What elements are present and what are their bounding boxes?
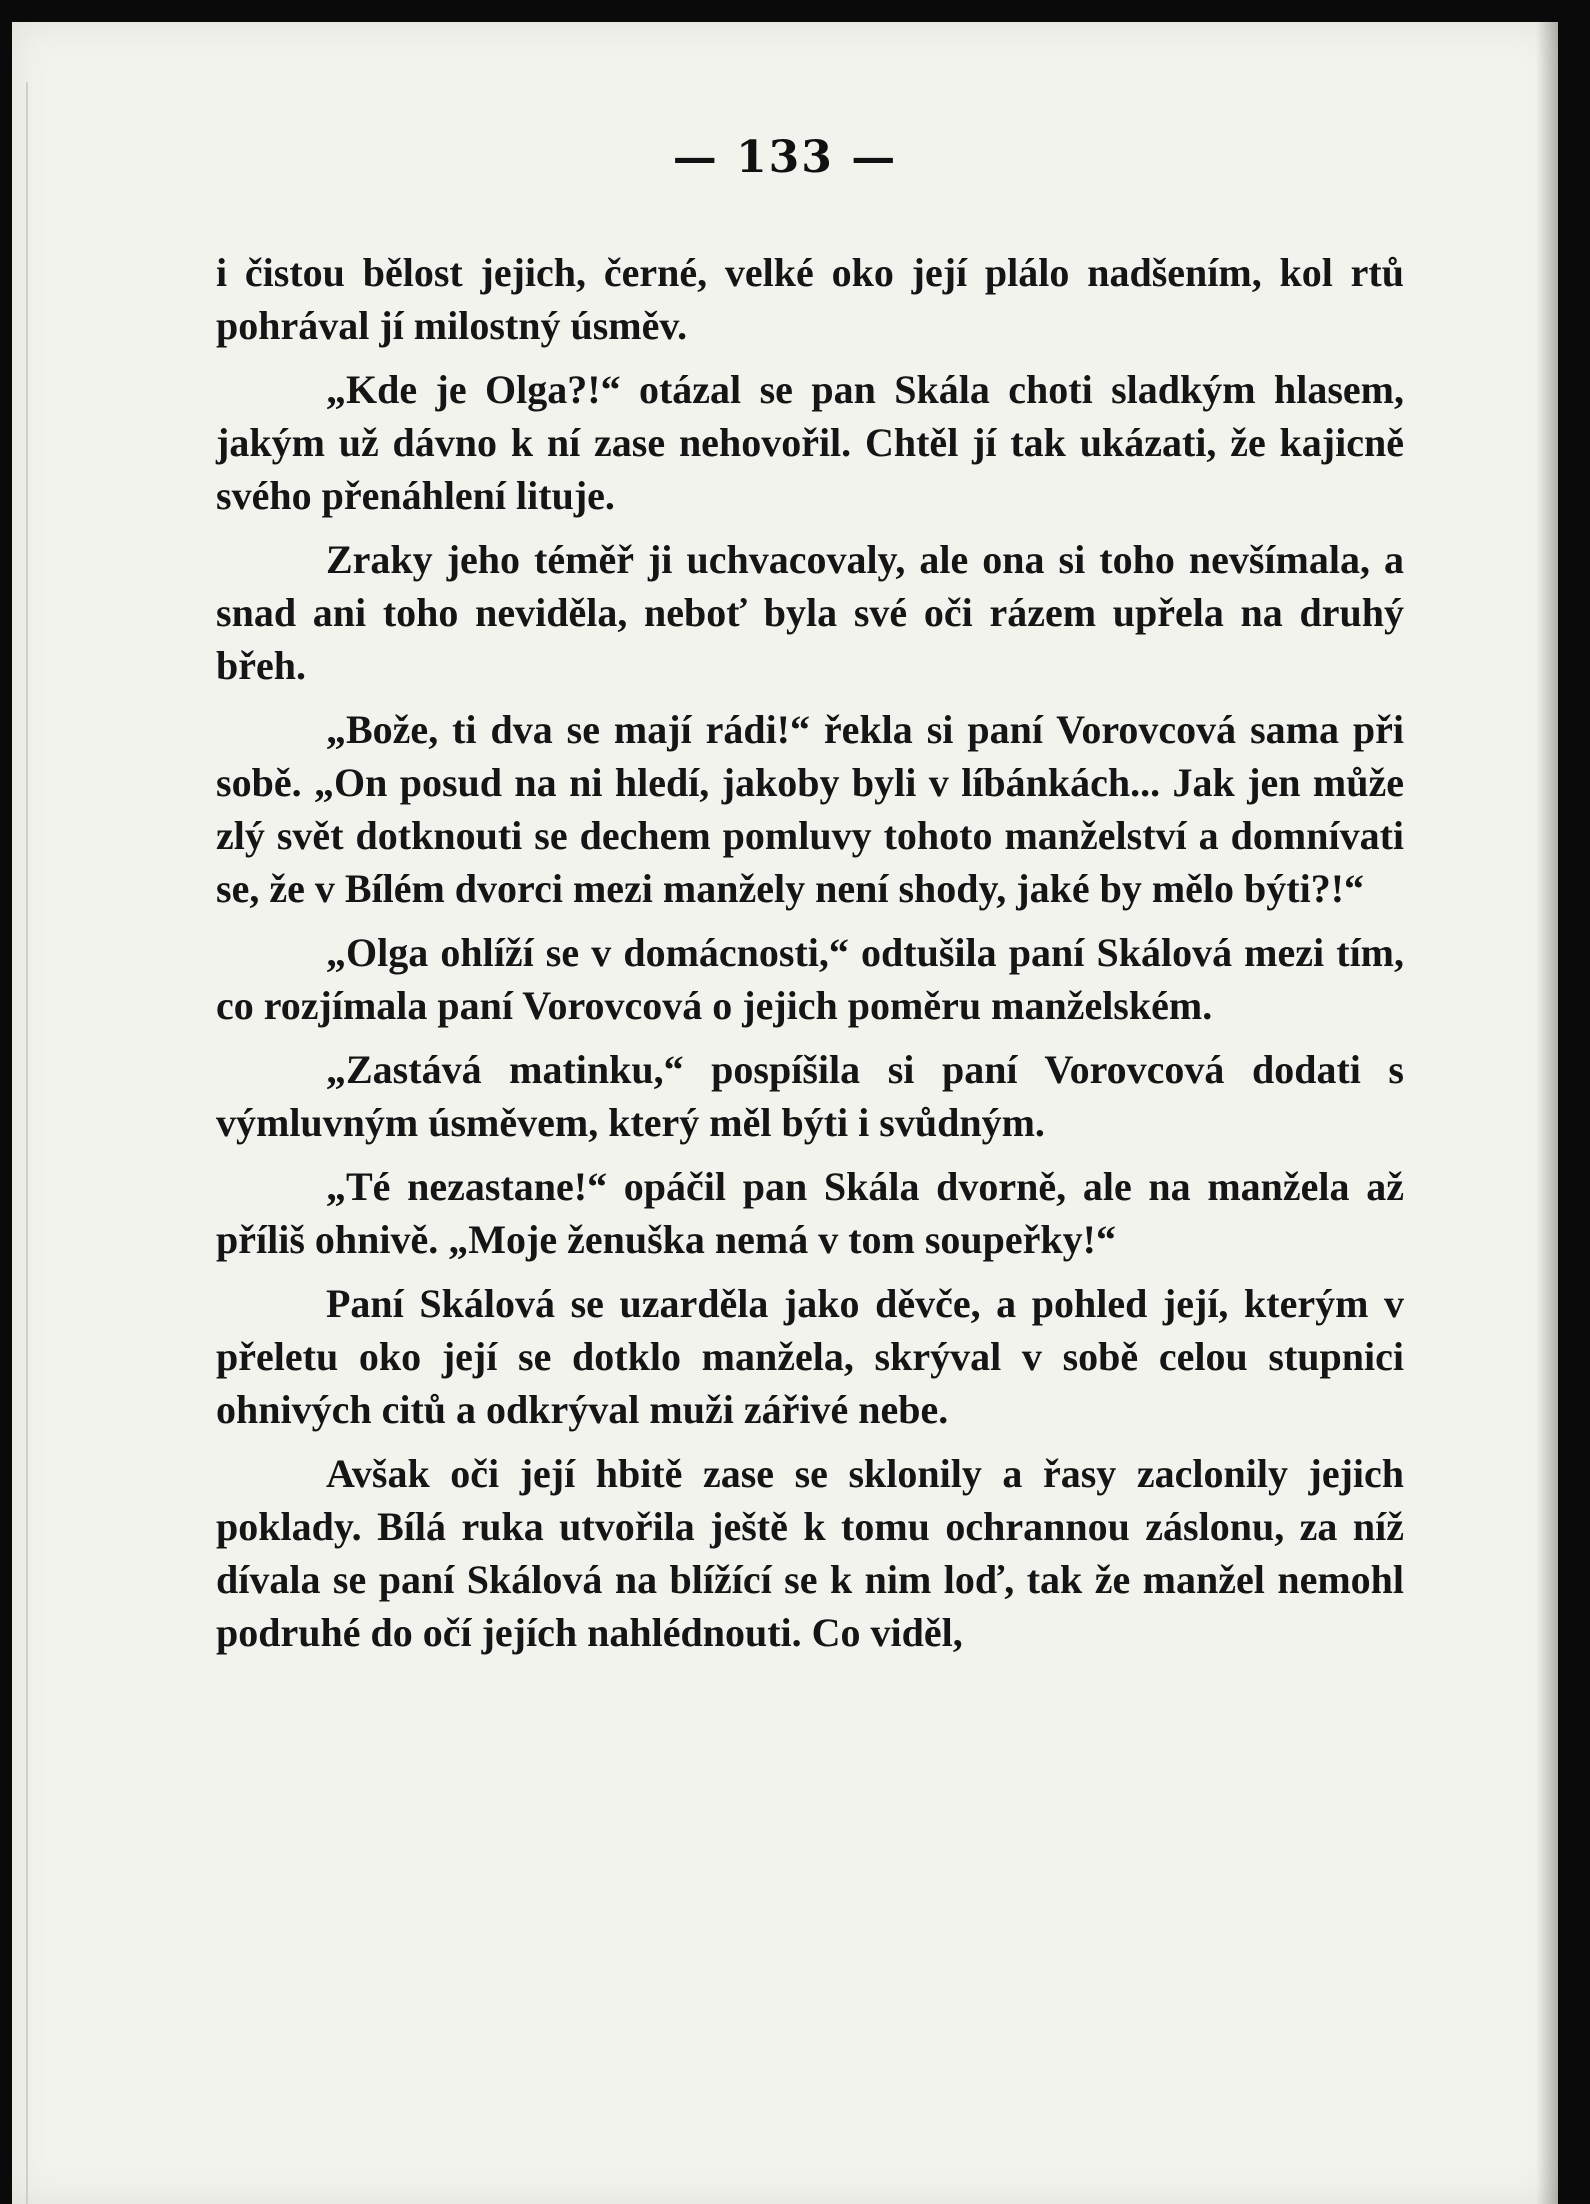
paragraph: „Té nezastane!“ opáčil pan Skála dvorně, ale na manžela až příliš ohnivě. „Moje ženuška nemá v tom soupeřky!“ (216, 1164, 1404, 1262)
paragraph: „Bože, ti dva se mají rádi!“ řekla si paní Vorovcová sama při sobě. „On posud na ni hledí, jakoby byli v líbánkách... Jak jen může zlý svět dotknouti se dechem pomluvy tohoto manželství a domnívati se, že v Bílém dvorci mezi manžely není shody, jaké by mělo býti?!“ (216, 707, 1404, 911)
paragraph: i čistou bělost jejich, černé, velké oko její plálo nadšením, kol rtů pohrával jí milostný úsměv. (216, 250, 1404, 348)
paragraph: „Kde je Olga?!“ otázal se pan Skála choti sladkým hlasem, jakým už dávno k ní zase nehovořil. Chtěl jí tak ukázati, že kajicně svého přenáhlení lituje. (216, 367, 1404, 518)
paragraph: Zraky jeho téměř ji uchvacovaly, ale ona si toho nevšímala, a snad ani toho neviděla, neboť byla své oči rázem upřela na druhý břeh. (216, 537, 1404, 688)
page-edge-shadow (1536, 22, 1558, 2204)
body-text (216, 246, 1404, 1670)
binding-gutter (26, 82, 28, 2204)
paragraph: Paní Skálová se uzarděla jako děvče, a pohled její, kterým v přeletu oko její se dotklo manžela, skrýval v sobě celou stupnici ohnivých citů a odkrýval muži zářivé nebe. (216, 1281, 1404, 1432)
paragraph: „Olga ohlíží se v domácnosti,“ odtušila paní Skálová mezi tím, co rozjímala paní Vorovcová o jejich poměru manželském. (216, 930, 1404, 1028)
paragraph: „Zastává matinku,“ pospíšila si paní Vorovcová dodati s výmluvným úsměvem, který měl býti i svůdným. (216, 1047, 1404, 1145)
paper-sheet (12, 22, 1558, 2204)
paragraph: Avšak oči její hbitě zase se sklonily a řasy zaclonily jejich poklady. Bílá ruka utvořila ještě k tomu ochrannou záslonu, za níž dívala se paní Skálová na blížící se k nim loď, tak že manžel nemohl podruhé do očí jejích nahlédnouti. Co viděl, (216, 1451, 1404, 1655)
page-number: — 133 — (672, 132, 898, 183)
